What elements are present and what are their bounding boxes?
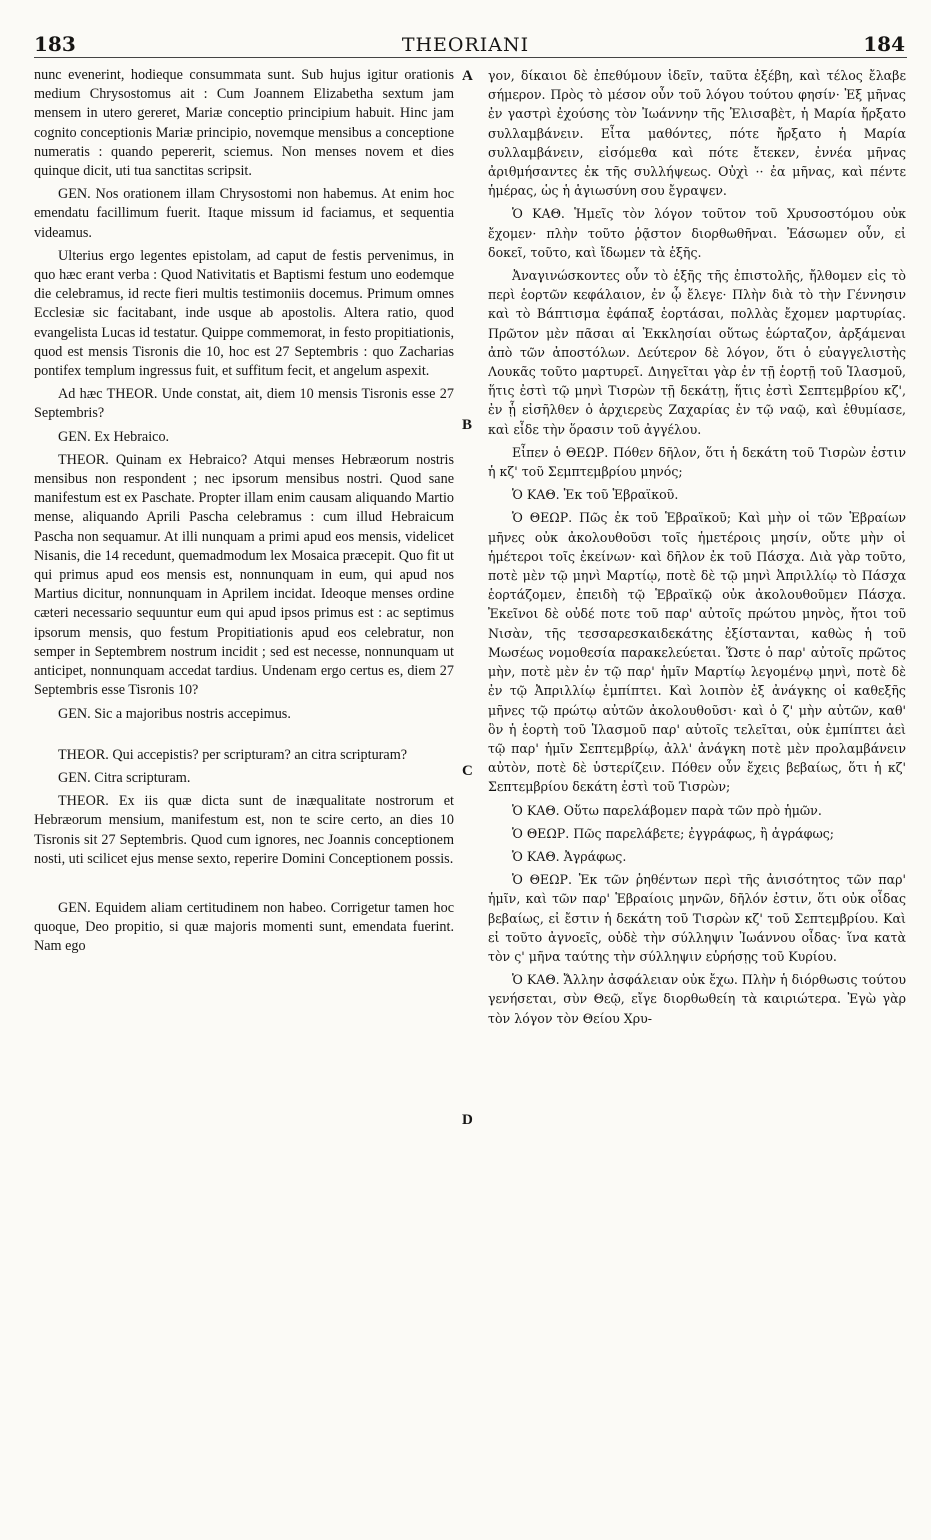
right-page-number: 184 [863,32,905,56]
running-title: THEORIANI [401,34,530,56]
latin-paragraph-11: GEN. Equidem aliam certitudinem non habeo. Corrigetur tamen hoc quoque, Deo propitio, si quæ majoris momenti sunt, emendata fuerint. Nam ego [34,899,454,955]
greek-paragraph-2: Ὁ ΚΑΘ. Ἡμεῖς τὸν λόγον τοῦτον τοῦ Χρυσοστόμου οὐκ ἔχομεν· πλὴν τοῦτο ῥᾷστον διορθωθῆναι. Ἐάσωμεν οὖν, εἰ δοκεῖ, τοῦτο, καὶ ἴδωμεν τὰ ἑξῆς. [488,206,906,260]
margin-letter-d: D [462,1112,473,1128]
greek-paragraph-9: Ὁ ΚΑΘ. Ἀγράφως. [512,848,627,864]
latin-paragraph-3: Ulterius ergo legentes epistolam, ad caput de festis pervenimus, in quo hæc erant verba : Quod Nativitatis et Baptismi festum uno eodemque die celebramus, id recte fieri multis testimoniis docemus. Primum omnes Ecclesiæ sic facitabant, inde usque ab apostolis. Altera ratio, quod evangelista Lucas id testatur. Quippe commemorat, in festo propitiationis, quod est mensis Tisronis die 10, hoc est 27 Septembris : quo Zacharias pontifex templum ingressus fuit, et suffitum fecit, et angelum aspexit. [34,247,454,380]
latin-spacer [34,728,454,746]
greek-paragraph-11: Ὁ ΚΑΘ. Ἄλλην ἀσφάλειαν οὐκ ἔχω. Πλὴν ἡ διόρθωσις τούτου γενήσεται, σὺν Θεῷ, εἴγε διορθωθείη τὰ καιριώτερα. Ἐγὼ γὰρ τὸν λόγον τὸν Θείου Χρυ- [488,972,906,1026]
greek-paragraph-1: γον, δίκαιοι δὲ ἐπεθύμουν ἰδεῖν, ταῦτα ἐξέβη, καὶ τέλος ἔλαβε σήμερον. Πρὸς τὸ μέσον οὖν τοῦ λόγου τούτου φησίν· Ἐξ μῆνας ἐν γαστρὶ ἐχούσης τὸν Ἰωάννην τῆς Ἐλισαβὲτ, ἡ Μαρία ἤρξατο συλλαμβάνειν. Εἶτα μαθόντες, πότε ἤρξατο ἡ Μαρία συλλαμβάνειν, εἰσόμεθα καὶ πότε ἔτεκεν, ἐννέα μῆνας ἀριθμήσαντες ἐκ τῆς συλλήψεως. Οὐχὶ ·· ἐα μῆνας, καὶ πέντε ἡμέρας, ὡς ἡ ἁγιωσύνη σου ἔγραψεν. [488,68,906,199]
margin-letter-a: A [462,68,473,84]
header-rule [34,57,907,58]
latin-paragraph-1: nunc evenerint, hodieque consummata sunt. Sub hujus igitur orationis medium Chrysostomus ait : Cum Joannem Elizabetha sextum jam mensem in utero gereret, Mariæ conceptio principium habuit. Hinc jam cognito conceptionis Mariæ principio, novemque mensibus a conceptione numeratis : quando pepererit, sciemus. Non menses novem et dies quinque dicit, uti tua sanctitas scripsit. [34,67,454,180]
latin-spacer-2 [34,873,454,899]
page-header [0,28,931,58]
greek-paragraph-3: Ἀναγινώσκοντες οὖν τὸ ἑξῆς τῆς ἐπιστολῆς, ἤλθομεν εἰς τὸ περὶ ἑορτῶν κεφάλαιον, ἐν ᾧ ἔλεγε· Πλὴν διὰ τὸ τὴν Γέννησιν καὶ τὸ Βάπτισμα ἐφάπαξ ἑορτάσαι, πολλὰς ἔχομεν μαρτυρίας. Πρῶτον μὲν πᾶσαι αἱ Ἐκκλησίαι οὕτως ἑώρταζον, ἀρξάμεναι ἀπὸ τῶν ἀποστόλων. Δεύτερον δὲ λόγον, ὅτι ὁ εὐαγγελιστὴς Λουκᾶς τοῦτο μαρτυρεῖ. Διηγεῖται γὰρ ἐν τῇ ἑορτῇ τοῦ Ἱλασμοῦ, ἥτις ἐστὶ τῷ μηνὶ Τισρὼν τῇ δεκάτῃ, ἥτις ἐστὶ Σεπτεμβρίου κζ', ἐν ᾗ εἰσῆλθεν ὁ ἀρχιερεὺς Ζαχαρίας ἐν τῷ ναῷ, καὶ ἐθυμίασε, καὶ εἶδε τὴν ὅρασιν τοῦ ἀγγέλου. [488,268,906,437]
greek-paragraph-10: Ὁ ΘΕΩΡ. Ἐκ τῶν ῥηθέντων περὶ τῆς ἀνισότητος τῶν παρ' ἡμῖν, καὶ τῶν παρ' Ἑβραίοις μηνῶν, δῆλόν ἐστιν, ὅτι οὐκ οἶδας βεβαίως, εἰ ἔστιν ἡ δεκάτη τοῦ Τισρὼν κζ' τοῦ Σεπτεμβρίου. Καὶ εἰ τοῦτο ἀγνοεῖς, οὐδὲ τὴν σύλληψιν Ἰωάννου οἶδας· ἵνα κατὰ τὸν ς' μῆνα ταύτης τὴν σύλληψιν εὑρήσῃς τοῦ Κυρίου. [488,872,906,964]
latin-paragraph-4: Ad hæc THEOR. Unde constat, ait, diem 10 mensis Tisronis esse 27 Septembris? [34,386,454,422]
greek-paragraph-4: Εἶπεν ὁ ΘΕΩΡ. Πόθεν δῆλον, ὅτι ἡ δεκάτη τοῦ Τισρὼν ἐστιν ἡ κζ' τοῦ Σεμπτεμβρίου μηνός; [488,444,906,480]
latin-paragraph-9: GEN. Citra scripturam. [58,769,191,786]
greek-paragraph-8: Ὁ ΘΕΩΡ. Πῶς παρελάβετε; ἐγγράφως, ἢ ἀγράφως; [512,825,835,841]
greek-paragraph-6: Ὁ ΘΕΩΡ. Πῶς ἐκ τοῦ Ἑβραϊκοῦ; Καὶ μὴν οἱ τῶν Ἑβραίων μῆνες οὐκ ἀκολουθοῦσι τοῖς ἡμετέροις μησίν, οὔτε μὴν οἱ ἡμέτεροι τοῖς ἐκείνων· καὶ δῆλον ἐκ τοῦ Πάσχα. Διὰ γὰρ τοῦτο, ποτὲ μὲν τῷ μηνὶ Μαρτίῳ, ποτὲ δὲ τῷ μηνὶ Ἀπριλλίῳ τὸ Πάσχα ἑορτάζομεν, ἐπειδὴ τῷ Ἑβραϊκῷ οὐκ ἀκολουθοῦμεν Πάσχα. Ἐκεῖνοι δὲ οὐδέ ποτε τοῦ παρ' αὐτοῖς πρώτου μηνὸς, ἤτοι τοῦ Νισὰν, τῆς τεσσαρεσκαιδεκάτης ἐξίστανται, καθὼς ἡ τοῦ Μωσέως νομοθεσία παρακελεύεται. Ὥστε ὁ παρ' αὐτοῖς πρῶτος μὴν, ποτὲ μὲν ἐν τῷ παρ' ἡμῖν Μαρτίῳ λεγομένῳ μηνὶ, ποτὲ δὲ ἐν τῷ Ἀπριλλίῳ ἐμπίπτει. Καὶ λοιπὸν ἐξ ἀνάγκης οἱ καθεξῆς μῆνες τῷ πρώτῳ αὐτῶν ἀκολουθοῦσι· καὶ ὁ ζ' μὴν αὐτῶν, καθ' ὃν ἡ ἑορτὴ τοῦ Ἱλασμοῦ παρ' αὐτοῖς τελεῖται, οὐκ ἐμπίπτει ἀεὶ τῷ παρ' ἡμῖν Σεπτεμβρίῳ, ἀλλ' ἀνάγκη ποτὲ μὲν προλαμβάνειν αὐτὸν, ποτὲ δὲ ὑστερίζειν. Πόθεν οὖν ἔχεις βεβαίως, ὅτι ἡ κζ' Σεπτεμβρίου δεκάτη ἐστὶ τοῦ Τισρὼν; [488,510,906,795]
latin-column [34,66,454,1520]
margin-letter-c: C [462,763,473,779]
greek-paragraph-5: Ὁ ΚΑΘ. Ἐκ τοῦ Ἑβραϊκοῦ. [512,487,679,503]
greek-paragraph-7: Ὁ ΚΑΘ. Οὕτω παρελάβομεν παρὰ τῶν πρὸ ἡμῶν. [512,802,822,818]
latin-paragraph-5: GEN. Ex Hebraico. [58,428,170,445]
latin-paragraph-6: THEOR. Quinam ex Hebraico? Atqui menses Hebræorum nostris mensibus non respondent ; nec ipsorum mensibus nostri. Quod sane manifestum est ex Paschate. Propter illam enim causam aliquando Martio mense, aliquando Aprili Pascha celebramus : cum illud Hebraicum Pascha non sequamur. At illi nunquam a primi apud eos mensis, videlicet Nisanis, die 14 recedunt, quemadmodum lex Mosaica præcepit. Quo fit ut qui primus apud eos mensis est, nonnunquam in eum, qui apud nos Martius dicitur, nonnunquam in Aprilem incidat. Ideoque menses ordine cæteri necessario sequuntur eum qui apud ipsos primus est : ac septimus ipsorum mensis, quo festum Propitiationis apud eos celebratur, non semper in Septembrem nostrum incidit ; sed est necesse, nonnunquam ut anticipet, nonnunquam accedat tardius. Undenam ergo certus es, diem 27 Septembris esse Tisronis 10? [34,451,454,699]
margin-letter-b: B [462,417,473,433]
latin-paragraph-7: GEN. Sic a majoribus nostris accepimus. [58,705,291,722]
latin-paragraph-2: GEN. Nos orationem illam Chrysostomi non habemus. At enim hoc emendatu facillimum fuerit. Itaque missum id faciamus, et sequentia videamus. [34,186,454,241]
latin-paragraph-8: THEOR. Qui accepistis? per scripturam? an citra scripturam? [58,746,408,763]
left-page-number: 183 [34,32,76,56]
latin-paragraph-10: THEOR. Ex iis quæ dicta sunt de inæqualitate nostrorum et Hebræorum mensium, manifestum est, non te scire certo, an dies 10 Tisronis sit 27 Septembris. Quod cum ignores, nec Joannis conceptionem nosti, uti scilicet ejus mense sexto, reperire Domini Conceptionem possis. [34,793,454,867]
greek-column [488,66,906,1520]
